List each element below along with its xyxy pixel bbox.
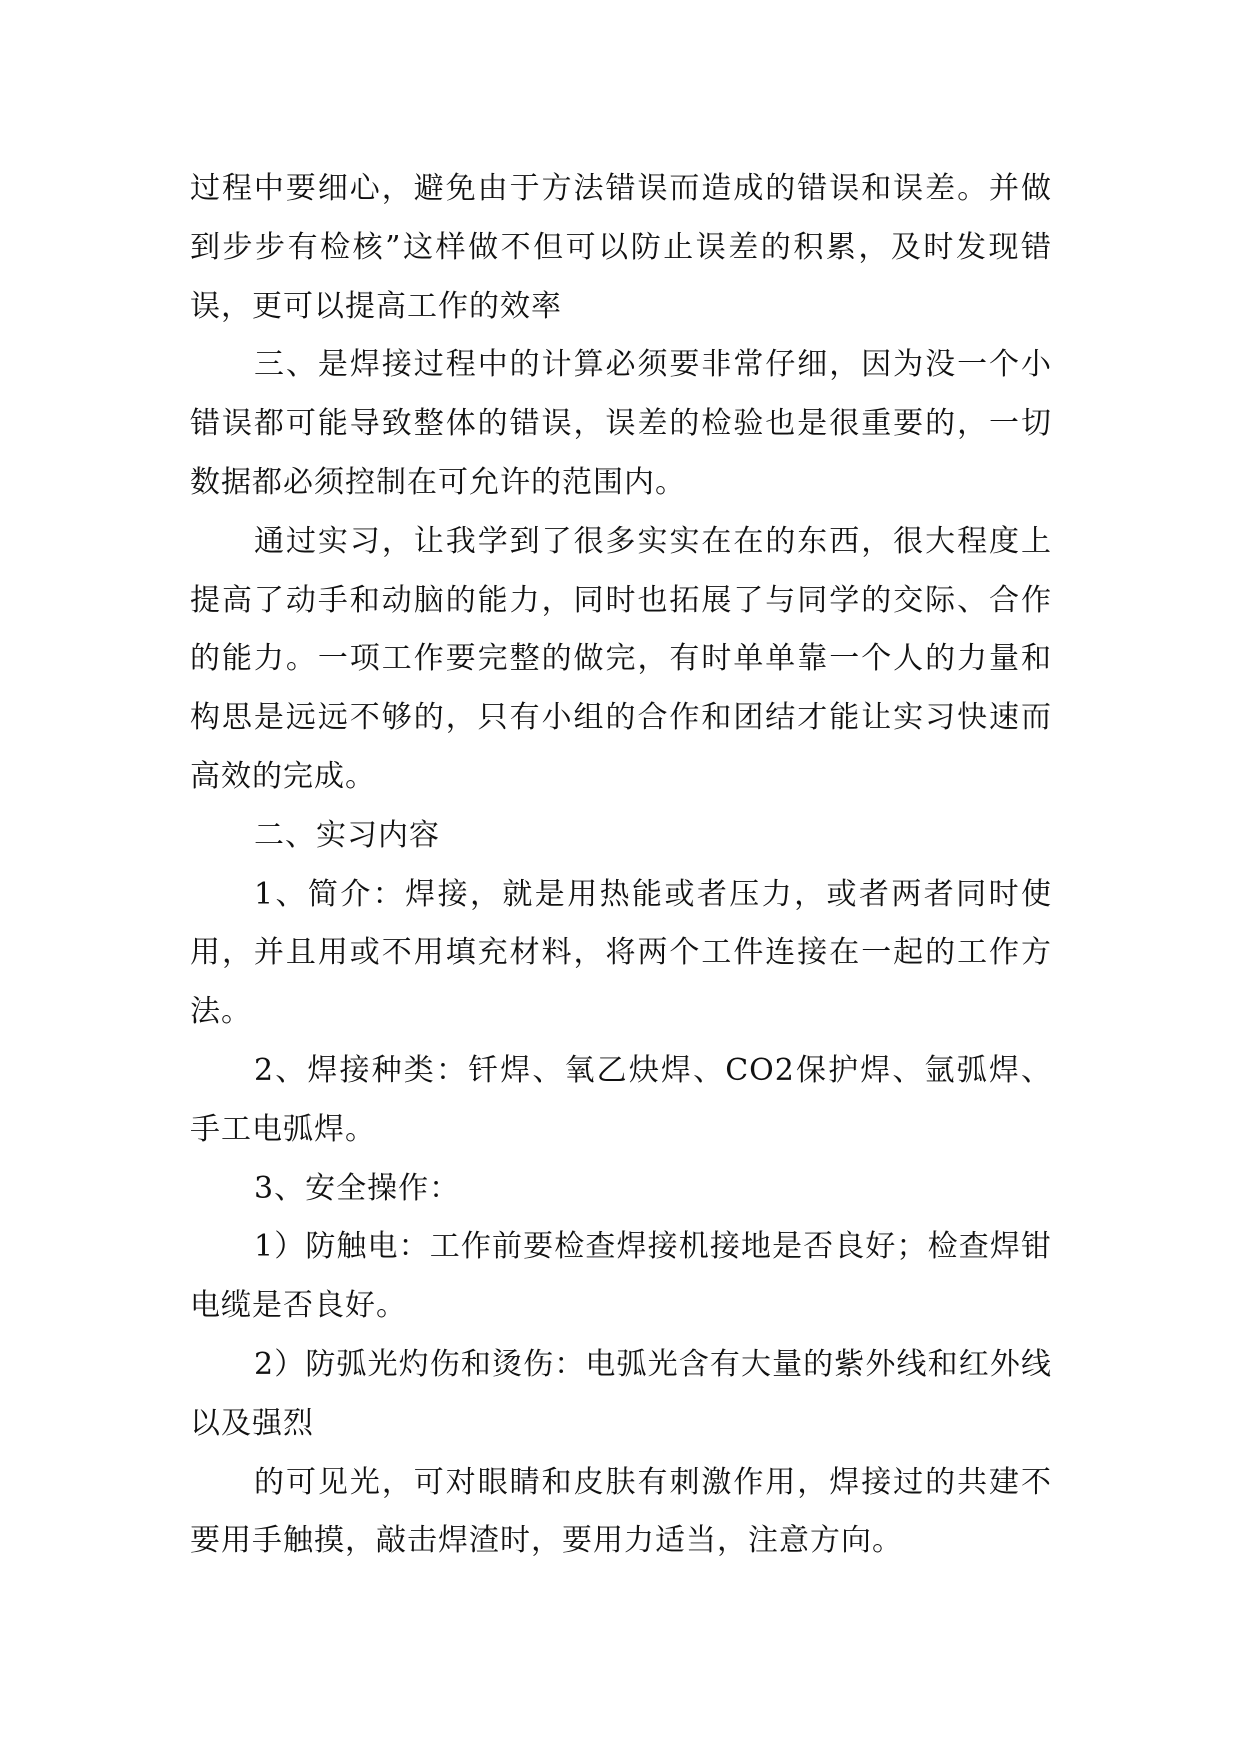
paragraph-safety-heading: 3、安全操作： [254, 1170, 461, 1206]
paragraph-continuation: 过程中要细心，避免由于方法错误而造成的错误和误差。并做到步步有检核”这样做不但可以防止误差的积累，及时发现错误，更可以提高工作的效率 [190, 171, 1052, 324]
paragraph-point-three: 三、是焊接过程中的计算必须要非常仔细，因为没一个小错误都可能导致整体的错误，误差的检验也是很重要的，一切数据都必须控制在可允许的范围内。 [190, 347, 1052, 500]
document-body [190, 160, 1052, 1571]
paragraph-visible-light: 的可见光，可对眼睛和皮肤有刺激作用，焊接过的共建不要用手触摸，敲击焊渣时，要用力适当，注意方向。 [190, 1464, 1052, 1559]
paragraph-welding-types: 2、焊接种类：钎焊、氧乙炔焊、CO2保护焊、氩弧焊、手工电弧焊。 [190, 1052, 1052, 1147]
paragraph-internship-gains: 通过实习，让我学到了很多实实在在的东西，很大程度上提高了动手和动脑的能力，同时也拓展了与同学的交际、合作的能力。一项工作要完整的做完，有时单单靠一个人的力量和构思是远远不够的，只有小组的合作和团结才能让实习快速而高效的完成。 [190, 523, 1052, 794]
paragraph-introduction: 1、简介：焊接，就是用热能或者压力，或者两者同时使用，并且用或不用填充材料，将两个工件连接在一起的工作方法。 [190, 876, 1052, 1030]
section-heading-internship-content: 二、实习内容 [254, 817, 440, 853]
paragraph-arc-burns: 2）防弧光灼伤和烫伤：电弧光含有大量的紫外线和红外线以及强烈 [190, 1346, 1052, 1441]
paragraph-electric-shock: 1）防触电：工作前要检查焊接机接地是否良好；检查焊钳电缆是否良好。 [190, 1229, 1052, 1324]
